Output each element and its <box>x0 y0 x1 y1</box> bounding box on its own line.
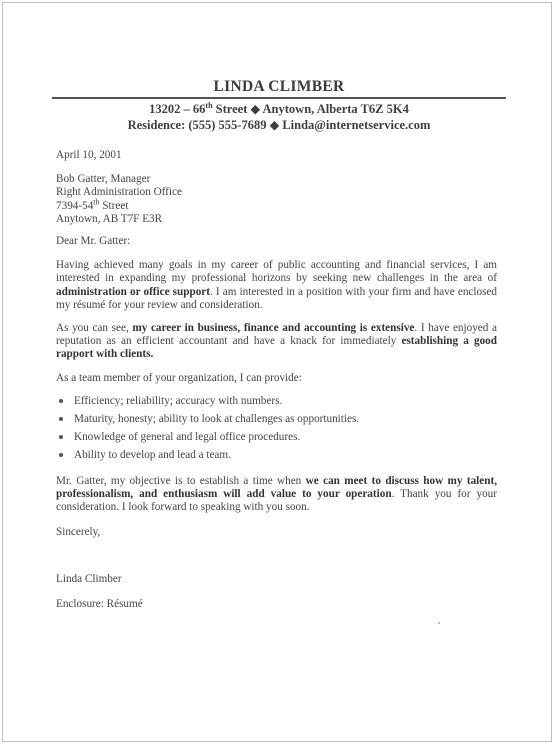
bold-text-run: administration or office support <box>56 285 210 298</box>
bullet-icon <box>59 453 63 457</box>
bullet-icon <box>59 417 63 421</box>
address-superscript: th <box>205 100 213 110</box>
text-run: As you can see, <box>56 322 133 335</box>
bold-text-run: we can meet to discuss how my talent, professionalism, and enthusiasm will add value to your operation <box>56 474 497 500</box>
bold-text-run: my career in business, finance and accounting is extensive <box>132 322 415 335</box>
list-item-text: Ability to develop and lead a team. <box>74 449 231 462</box>
list-item-text: Maturity, honesty; ability to look at challenges as opportunities. <box>74 413 360 426</box>
bullet-icon <box>59 399 63 403</box>
recipient-street-part: 7394-54 <box>56 199 94 212</box>
list-item <box>56 395 497 408</box>
recipient-street-superscript: th <box>93 196 100 206</box>
bullet-icon <box>59 435 63 439</box>
applicant-name: LINDA CLIMBER <box>52 78 506 99</box>
recipient-line: Right Administration Office <box>56 186 182 199</box>
address-part: 13202 – 66 <box>149 102 206 116</box>
paragraph-intro <box>56 259 497 312</box>
recipient-block <box>56 173 497 226</box>
recipient-street-part: Street <box>99 199 129 212</box>
address-part: Street ◆ Anytown, Alberta T6Z 5K4 <box>212 102 409 116</box>
recipient-line: Anytown, AB T7F E3R <box>56 212 163 225</box>
text-run: Mr. Gatter, my objective is to establish a time when <box>56 474 306 487</box>
list-item <box>56 431 497 444</box>
letter-body <box>56 149 497 611</box>
text-run: Having achieved many goals in my career of public accounting and financial services, I am interested in expanding my professional horizons by seeking new challenges in the area of <box>56 259 497 285</box>
paragraph-objective <box>56 475 497 515</box>
paragraph-provide: As a team member of your organization, I can provide: <box>56 371 302 384</box>
applicant-address <box>52 101 506 117</box>
enclosure-note: Enclosure: Résumé <box>56 597 143 610</box>
letter-date: April 10, 2001 <box>56 149 122 161</box>
list-item-text: Efficiency; reliability; accuracy with numbers. <box>74 394 283 407</box>
list-item <box>56 449 497 462</box>
list-item-text: Knowledge of general and legal office procedures. <box>74 431 301 444</box>
paragraph-experience <box>56 322 497 362</box>
text-run: . Thank you for your consideration. I look forward to speaking with you soon. <box>56 487 497 514</box>
bold-text-run: establishing a good rapport with clients. <box>56 335 497 361</box>
qualification-list <box>56 395 497 463</box>
list-item <box>56 413 497 426</box>
closing: Sincerely, <box>56 526 101 539</box>
recipient-line <box>56 196 497 213</box>
signer-name: Linda Climber <box>56 573 122 586</box>
recipient-line: Bob Gatter, Manager <box>56 173 151 186</box>
applicant-contact: Residence: (555) 555-7689 ◆ Linda@internetservice.com <box>127 118 431 132</box>
text-run: . I am interested in a position with your firm and have enclosed my résumé for your review and consideration. <box>56 285 498 311</box>
text-run: . I have enjoyed a reputation as an efficient accountant and have a knack for immediately <box>56 322 497 348</box>
salutation: Dear Mr. Gatter: <box>56 235 131 248</box>
letterhead <box>52 78 506 133</box>
scan-speck <box>438 622 440 624</box>
